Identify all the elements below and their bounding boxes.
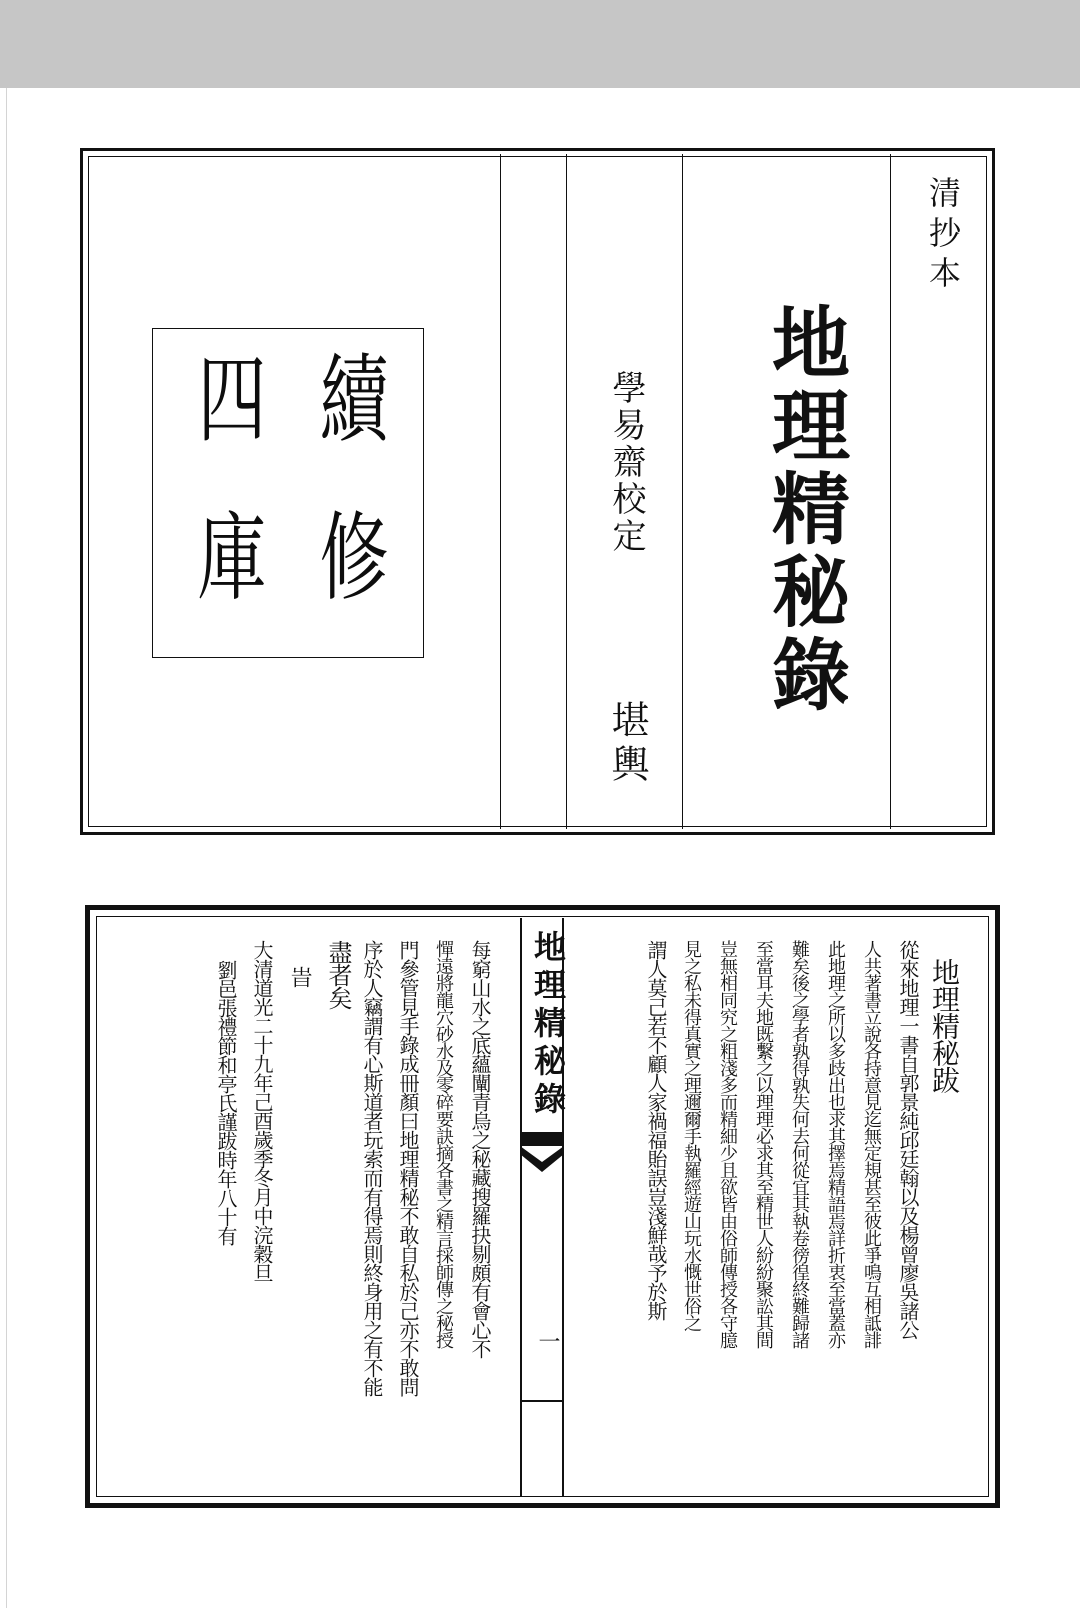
- text-column: 見之私未得真實之理邇爾手執羅經遊山玩水慨世俗之: [681, 940, 702, 1331]
- fishtail-mark: [520, 1132, 564, 1178]
- text-column: 至當耳夫地既繫之以理理必求其至精世人紛紛聚訟其間: [753, 940, 774, 1348]
- editor-credit: 學易齋校定: [606, 370, 646, 555]
- seal-char: 續: [319, 344, 389, 456]
- text-column: 人共著書立說各持意見迄無定規甚至彼此爭鳴互相詆誹: [861, 940, 882, 1348]
- edition-note: 清抄本: [924, 176, 962, 296]
- seal-char: 四: [197, 344, 267, 456]
- text-column-heading: 地理精秘跋: [928, 958, 961, 1093]
- text-column: 難矣後之學者孰得孰失何去何從宜其執卷徬徨終難歸諸: [789, 940, 810, 1348]
- banxin-line: [520, 918, 522, 1496]
- text-column: 豈無相同究之粗淺多而精細少且欲皆由俗師傳授各守臆: [717, 940, 738, 1348]
- text-column-date: 大清道光二十九年己酉歲季冬月中浣穀旦: [250, 940, 274, 1282]
- text-column: 旹: [287, 966, 312, 987]
- text-column: 序於人竊謂有心斯道者玩索而有得焉則終身用之有不能: [360, 940, 384, 1396]
- book-title: 地理精秘錄: [759, 302, 850, 717]
- divider-line: [890, 154, 891, 829]
- banxin-title: 地理精秘錄: [529, 930, 567, 1120]
- divider-line: [682, 154, 683, 829]
- banxin-page-number: 一: [535, 1330, 560, 1352]
- seal-char: 修: [319, 502, 389, 614]
- text-column: 盡者矣: [324, 940, 352, 1009]
- text-column: 門參管見手錄成冊顏曰地理精秘不敢自私於己亦不敢問: [396, 940, 420, 1396]
- text-column-signature: 劉邑張禮節和亭氏謹跋時年八十有: [214, 960, 238, 1245]
- category-label: 堪輿: [605, 700, 649, 788]
- text-column: 此地理之所以多歧出也求其擇焉精語焉詳折衷至當蓋亦: [825, 940, 846, 1348]
- divider-line: [500, 154, 501, 829]
- text-column: 謂人莫己若不顧人家禍福貽誤豈淺鮮哉予於斯: [644, 940, 668, 1320]
- text-column: 從來地理一書自郭景純邱廷翰以及楊曾廖吳諸公: [896, 940, 920, 1339]
- seal-char: 庫: [197, 502, 267, 614]
- text-column: 每窮山水之底蘊闡青烏之秘藏搜羅抉剔頗有會心不: [468, 940, 492, 1358]
- text-column: 憚遠將龍穴砂水及零碎要訣摘各書之精言採師傳之秘授: [433, 940, 454, 1348]
- viewer-top-bar: [0, 0, 1080, 88]
- banxin-rule: [520, 1400, 564, 1402]
- divider-line: [566, 154, 567, 829]
